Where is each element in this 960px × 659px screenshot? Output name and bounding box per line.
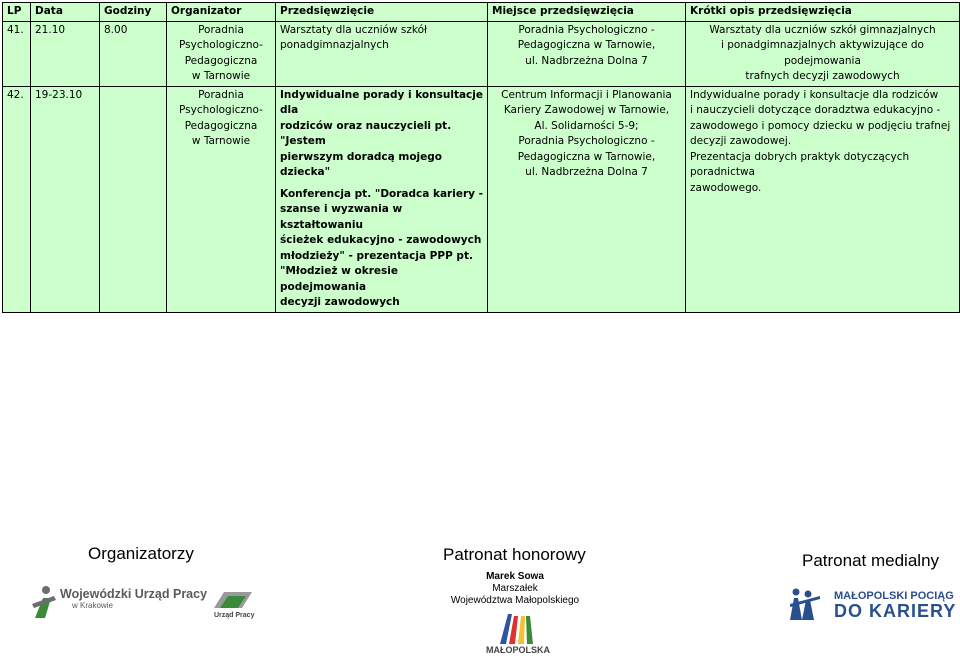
przedsiewziecie-line: pierwszym doradcą mojego dziecka" — [280, 150, 442, 178]
media-patronage-title: Patronat medialny — [802, 551, 940, 570]
patron-name: Marek Sowa — [486, 571, 544, 582]
wup-figure-icon — [30, 584, 60, 620]
cell-opis — [686, 86, 960, 312]
honorary-patronage-title: Patronat honorowy — [443, 545, 586, 564]
miejsce-line: ul. Nadbrzeżna Dolna 7 — [525, 54, 648, 67]
opis-line: decyzji zawodowej. — [690, 135, 792, 147]
table-row — [3, 21, 960, 86]
miejsce-line: Centrum Informacji i Planowania — [501, 88, 672, 101]
header-godziny: Godziny — [100, 3, 167, 22]
malopolska-label: MAŁOPOLSKA — [486, 645, 550, 655]
cell-przedsiewziecie — [276, 86, 488, 312]
organizator-line: w Tarnowie — [191, 70, 251, 82]
header-data: Data — [31, 3, 100, 22]
header-lp: LP — [3, 3, 31, 22]
cell-data: 21.10 — [31, 21, 100, 86]
patron-info — [440, 571, 590, 607]
events-table — [2, 2, 960, 313]
cell-godziny — [100, 86, 167, 312]
opis-line: zawodowego. — [690, 181, 762, 194]
miejsce-line: Pedagogiczna w Tarnowie, — [517, 150, 656, 163]
wup-city: w Krakowie — [72, 601, 113, 610]
przedsiewziecie-line: ponadgimnazjalnych — [280, 39, 389, 51]
przedsiewziecie-line: Konferencja pt. "Doradca kariery - — [280, 187, 483, 200]
miejsce-line: Al. Solidarności 5-9; — [534, 119, 639, 132]
organizator-line: Psychologiczno- — [179, 39, 263, 51]
organizers-title: Organizatorzy — [88, 544, 194, 563]
przedsiewziecie-line: ścieżek edukacyjno - zawodowych — [280, 234, 482, 246]
przedsiewziecie-line: Warsztaty dla uczniów szkół — [280, 23, 427, 36]
cell-przedsiewziecie — [276, 21, 488, 86]
cell-organizator — [167, 86, 276, 312]
cell-lp: 42. — [3, 86, 31, 312]
opis-line: trafnych decyzji zawodowych — [745, 70, 900, 82]
cell-data: 19-23.10 — [31, 86, 100, 312]
header-miejsce: Miejsce przedsięwzięcia — [488, 3, 686, 22]
urzad-pracy-label: Urząd Pracy — [214, 612, 255, 619]
organizator-line: Poradnia — [198, 23, 244, 36]
opis-line: Prezentacja dobrych praktyk dotyczących poradnictwa — [690, 150, 910, 178]
train-line1: MAŁOPOLSKI POCIĄG — [834, 590, 954, 602]
train-logo — [788, 586, 957, 626]
table-header-row — [3, 3, 960, 22]
urzad-pracy-icon — [212, 588, 254, 612]
przedsiewziecie-line: szanse i wyzwania w kształtowaniu — [280, 203, 403, 231]
organizator-line: w Tarnowie — [191, 135, 251, 147]
cell-opis — [686, 21, 960, 86]
urzad-pracy-logo — [212, 588, 267, 624]
organizator-line: Pedagogiczna — [184, 54, 258, 67]
wup-name: Wojewódzki Urząd Pracy — [60, 587, 208, 601]
opis-line: i nauczycieli dotyczące doradztwa edukacyjno - — [690, 104, 941, 116]
malopolska-emblem-icon — [478, 608, 558, 646]
opis-line: i ponadgimnazjalnych aktywizujące do podejmowania — [721, 39, 924, 67]
opis-line: Warsztaty dla uczniów szkół gimnazjalnych — [709, 23, 936, 36]
przedsiewziecie-line: młodzieży" - prezentacja PPP pt. — [280, 249, 473, 262]
opis-line: zawodowego i pomocy dziecku w podjęciu trafnej — [690, 119, 951, 132]
opis-line: Indywidualne porady i konsultacje dla rodziców — [690, 88, 939, 101]
miejsce-line: Poradnia Psychologiczno - — [518, 23, 655, 36]
miejsce-line: Kariery Zawodowej w Tarnowie, — [503, 104, 670, 116]
przedsiewziecie-line: Indywidualne porady i konsultacje dla — [280, 88, 483, 116]
miejsce-line: Pedagogiczna w Tarnowie, — [517, 39, 656, 51]
cell-miejsce — [488, 21, 686, 86]
przedsiewziecie-line: rodziców oraz nauczycieli pt. "Jestem — [280, 119, 452, 147]
table-row — [3, 86, 960, 312]
header-przedsiewziecie: Przedsięwzięcie — [276, 3, 488, 22]
cell-miejsce — [488, 86, 686, 312]
train-line2: DO KARIERY — [834, 601, 957, 621]
cell-godziny: 8.00 — [100, 21, 167, 86]
przedsiewziecie-line: decyzji zawodowych — [280, 296, 400, 308]
organizator-line: Poradnia — [198, 88, 244, 101]
patron-region: Województwa Małopolskiego — [450, 595, 580, 606]
przedsiewziecie-line: "Młodzież w okresie podejmowania — [280, 265, 398, 293]
miejsce-line: Poradnia Psychologiczno - — [518, 135, 655, 147]
people-figures-icon — [788, 586, 822, 622]
patron-role: Marszałek — [492, 583, 538, 594]
miejsce-line: ul. Nadbrzeżna Dolna 7 — [525, 166, 648, 178]
header-opis: Krótki opis przedsięwzięcia — [686, 3, 960, 22]
organizator-line: Pedagogiczna — [184, 119, 258, 132]
cell-lp: 41. — [3, 21, 31, 86]
malopolska-logo — [478, 608, 558, 658]
organizator-line: Psychologiczno- — [179, 104, 263, 116]
wup-logo — [30, 584, 208, 624]
cell-organizator — [167, 21, 276, 86]
header-organizator: Organizator — [167, 3, 276, 22]
